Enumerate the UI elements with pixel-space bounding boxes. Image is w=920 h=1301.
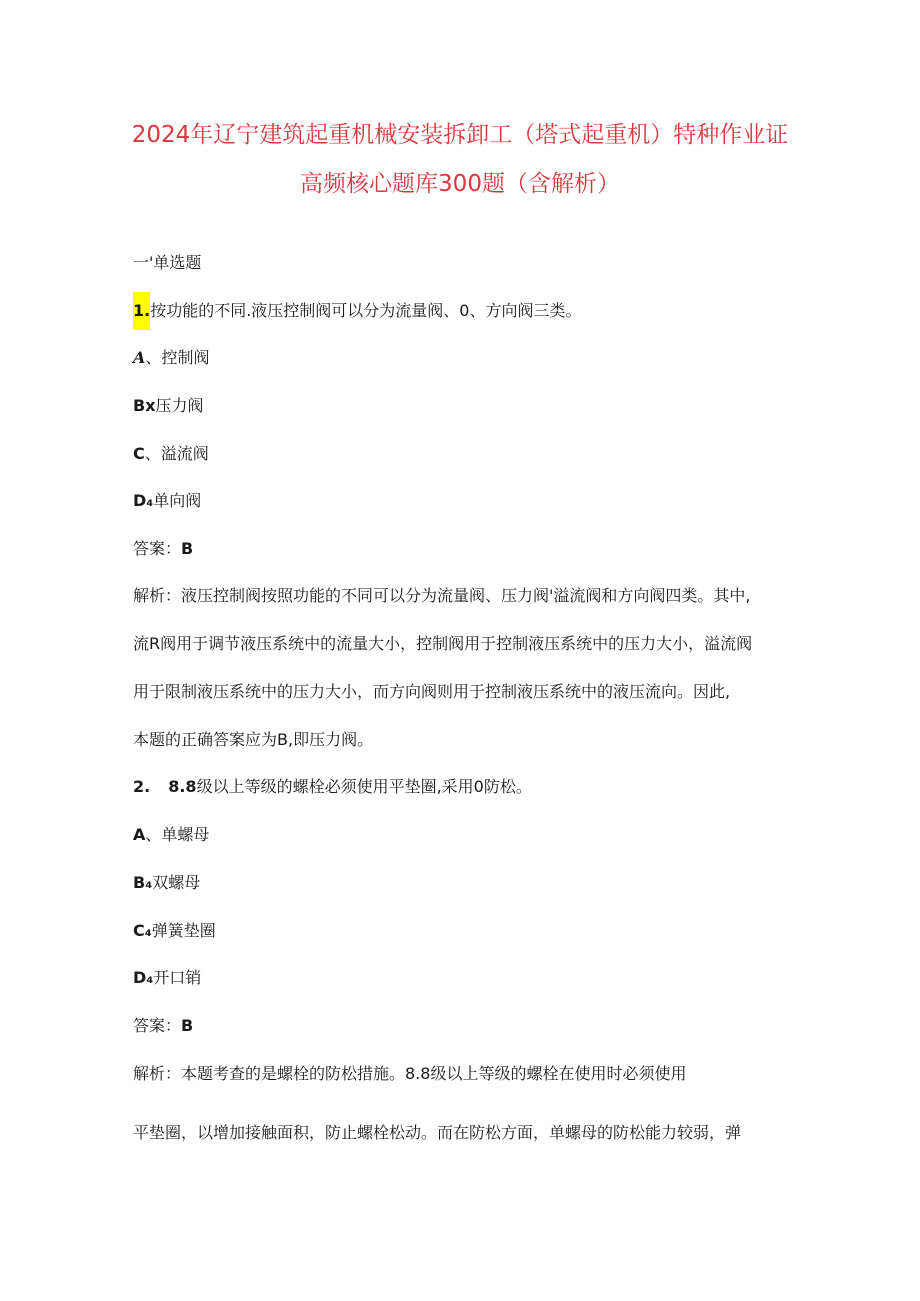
- option-text: 双螺母: [152, 873, 201, 892]
- question-1: [133, 300, 582, 322]
- question-2-answer: [133, 1015, 193, 1037]
- option-separator: 、: [144, 444, 161, 463]
- option-letter: D₄: [133, 968, 154, 987]
- question-2-option-a: [133, 824, 209, 846]
- answer-label: 答案：: [133, 1016, 182, 1035]
- section-heading: 一'单选题: [133, 253, 202, 272]
- option-text: 溢流阀: [160, 444, 209, 463]
- option-text: 开口销: [153, 968, 202, 987]
- question-1-answer: [133, 538, 193, 560]
- question-2-number: 2.: [133, 777, 151, 796]
- document-title-line-1: 2024年辽宁建筑起重机械安装拆卸工（塔式起重机）特种作业证: [131, 122, 789, 148]
- question-1-analysis-line-1: 解析：液压控制阀按照功能的不同可以分为流量阀、压力阀'溢流阀和方向阀四类。其中,: [133, 586, 751, 605]
- option-letter: C₄: [133, 921, 152, 940]
- question-2-option-c: [133, 920, 216, 942]
- option-text: 单向阀: [153, 491, 202, 510]
- document-title-line-2: 高频核心题库300题（含解析）: [300, 171, 620, 197]
- question-1-analysis-line-2: 流R阀用于调节液压系统中的流量大小，控制阀用于控制液压系统中的压力大小，溢流阀: [133, 634, 753, 653]
- question-2-text-prefix: 8.8: [168, 777, 197, 796]
- option-text: 弹簧垫圈: [151, 921, 216, 940]
- answer-label: 答案：: [133, 539, 182, 558]
- question-2: [133, 776, 532, 798]
- question-1-analysis-line-4: 本题的正确答案应为B,即压力阀。: [133, 730, 374, 749]
- question-1-number: 1.: [133, 292, 150, 330]
- question-2-analysis-line-2: 平垫圈，以增加接触面积，防止螺栓松动。而在防松方面，单螺母的防松能力较弱，弹: [133, 1123, 742, 1142]
- option-separator: 、: [145, 348, 162, 367]
- option-text: 单螺母: [161, 825, 210, 844]
- question-1-option-d: [133, 490, 201, 512]
- option-text: 控制阀: [161, 348, 210, 367]
- question-1-option-c: [133, 443, 209, 465]
- question-1-text: 按功能的不同.液压控制阀可以分为流量阀、0、方向阀三类。: [150, 301, 582, 320]
- answer-value: B: [181, 539, 194, 558]
- option-separator: 、: [145, 825, 162, 844]
- option-letter: Bx: [133, 396, 156, 415]
- question-1-option-b: [133, 395, 204, 417]
- question-2-option-b: [133, 872, 200, 894]
- question-1-analysis-line-3: 用于限制液压系统中的压力大小，而方向阀则用于控制液压系统中的液压流向。因此,: [133, 682, 731, 701]
- question-2-option-d: [133, 967, 201, 989]
- option-letter: A: [133, 825, 146, 844]
- option-letter: B₄: [133, 873, 153, 892]
- question-1-option-a: [133, 347, 209, 369]
- question-2-analysis-line-1: 解析：本题考查的是螺栓的防松措施。8.8级以上等级的螺栓在使用时必须使用: [133, 1064, 687, 1083]
- answer-value: B: [181, 1016, 194, 1035]
- option-letter: A: [133, 348, 146, 367]
- option-letter: C: [133, 444, 145, 463]
- option-text: 压力阀: [155, 396, 204, 415]
- option-letter: D₄: [133, 491, 154, 510]
- question-2-text: 级以上等级的螺栓必须使用平垫圈,采用0防松。: [196, 777, 532, 796]
